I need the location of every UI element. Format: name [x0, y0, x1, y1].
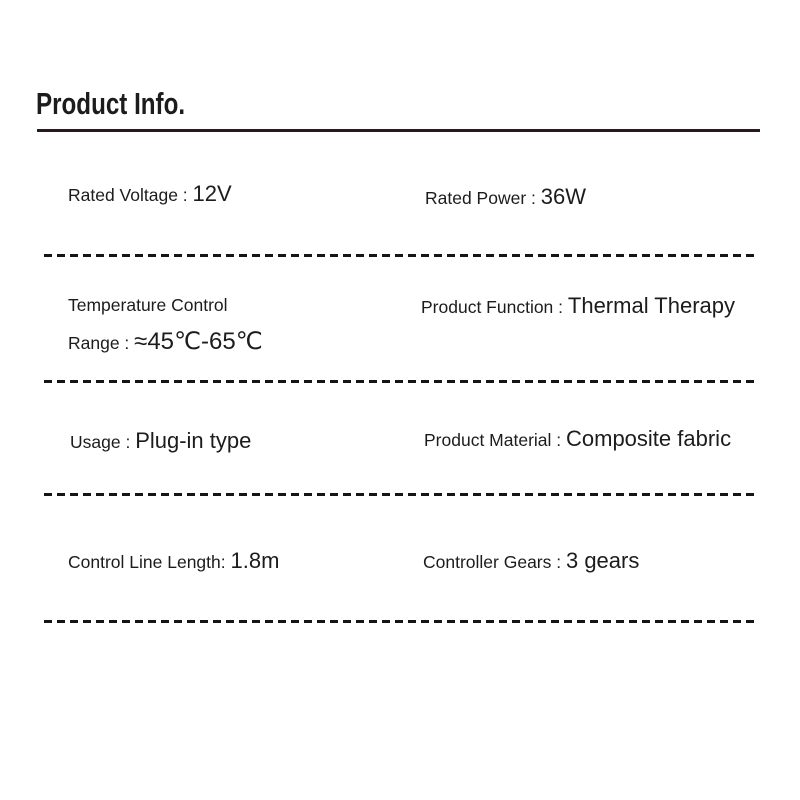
- spec-value: Plug-in type: [135, 428, 252, 453]
- spec-controller-gears: [423, 548, 639, 574]
- spec-temperature-range: [68, 295, 263, 356]
- row-divider: [44, 493, 758, 496]
- spec-value: ≈45℃-65℃: [134, 328, 263, 355]
- title-underline: [37, 129, 760, 132]
- spec-label: Usage :: [70, 432, 136, 452]
- spec-label: Rated Voltage :: [68, 185, 193, 205]
- spec-label: Product Material :: [424, 430, 566, 450]
- spec-value: 36W: [540, 184, 586, 209]
- row-divider: [44, 380, 758, 383]
- spec-value: 3 gears: [565, 548, 640, 573]
- row-divider: [44, 620, 758, 623]
- row-divider: [44, 254, 758, 257]
- spec-label: Temperature Control: [68, 295, 228, 315]
- spec-label: Product Function :: [421, 297, 568, 317]
- spec-rated-power: [425, 184, 586, 210]
- spec-product-function: [421, 293, 735, 319]
- spec-product-material: [424, 426, 731, 452]
- spec-value: 1.8m: [230, 548, 280, 573]
- spec-label-line2: [68, 327, 263, 356]
- spec-label-line1: [68, 295, 263, 316]
- spec-value: Composite fabric: [566, 426, 732, 451]
- spec-rated-voltage: [68, 181, 232, 207]
- page-title: Product Info.: [36, 86, 186, 121]
- spec-label: Controller Gears :: [423, 552, 566, 572]
- spec-label: Control Line Length:: [68, 552, 231, 572]
- spec-control-line-length: [68, 548, 279, 574]
- spec-value: Thermal Therapy: [567, 293, 735, 318]
- spec-usage: [70, 428, 251, 454]
- spec-value: 12V: [192, 181, 232, 206]
- spec-label: Range :: [68, 333, 135, 353]
- spec-label: Rated Power :: [425, 188, 541, 208]
